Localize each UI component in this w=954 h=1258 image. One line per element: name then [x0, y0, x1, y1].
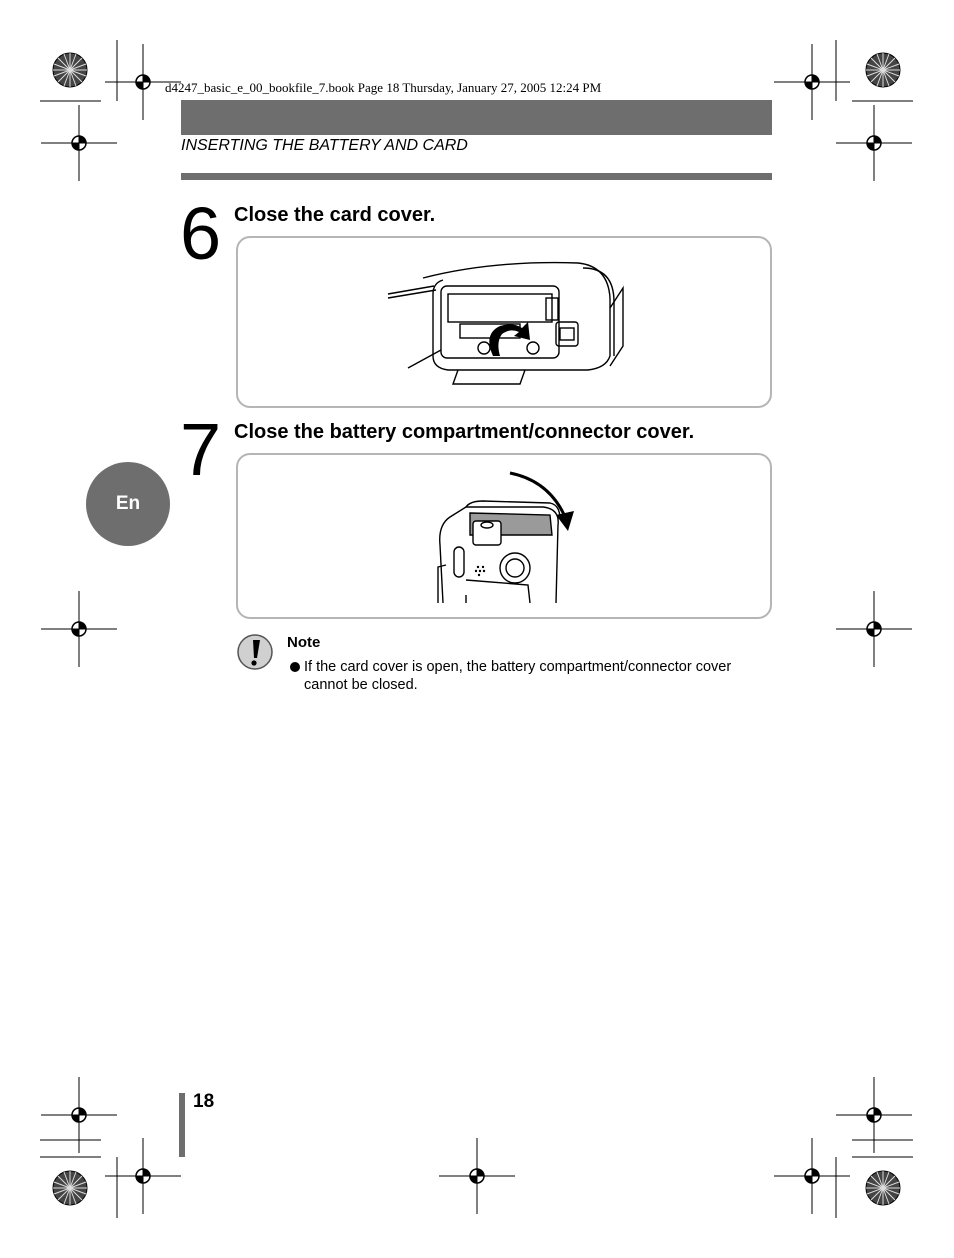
file-meta-line: d4247_basic_e_00_bookfile_7.book Page 18 Thursday, January 27, 2005 12:24 PM	[165, 80, 602, 95]
card-cover-illustration	[238, 238, 770, 406]
note-title: Note	[287, 634, 321, 651]
note-exclamation-icon	[236, 632, 274, 672]
section-rule	[181, 173, 772, 180]
page-number-bar	[179, 1093, 185, 1157]
card-cover-illustration-box	[236, 236, 772, 408]
language-label: En	[115, 493, 141, 514]
step-6-title: Close the card cover.	[234, 204, 436, 226]
page-number: 18	[193, 1091, 215, 1112]
step-7-title: Close the battery compartment/connector cover.	[234, 421, 695, 443]
language-tab	[86, 462, 170, 546]
battery-cover-illustration-box	[236, 453, 772, 619]
step-7-number: 7	[180, 408, 222, 491]
note-item: If the card cover is open, the battery compartment/connector cover cannot be closed.	[304, 659, 732, 693]
note-bullet	[290, 662, 300, 672]
step-6-number: 6	[180, 192, 222, 275]
battery-cover-illustration	[238, 455, 770, 617]
header-bar	[181, 100, 772, 135]
section-title: INSERTING THE BATTERY AND CARD	[181, 137, 468, 154]
